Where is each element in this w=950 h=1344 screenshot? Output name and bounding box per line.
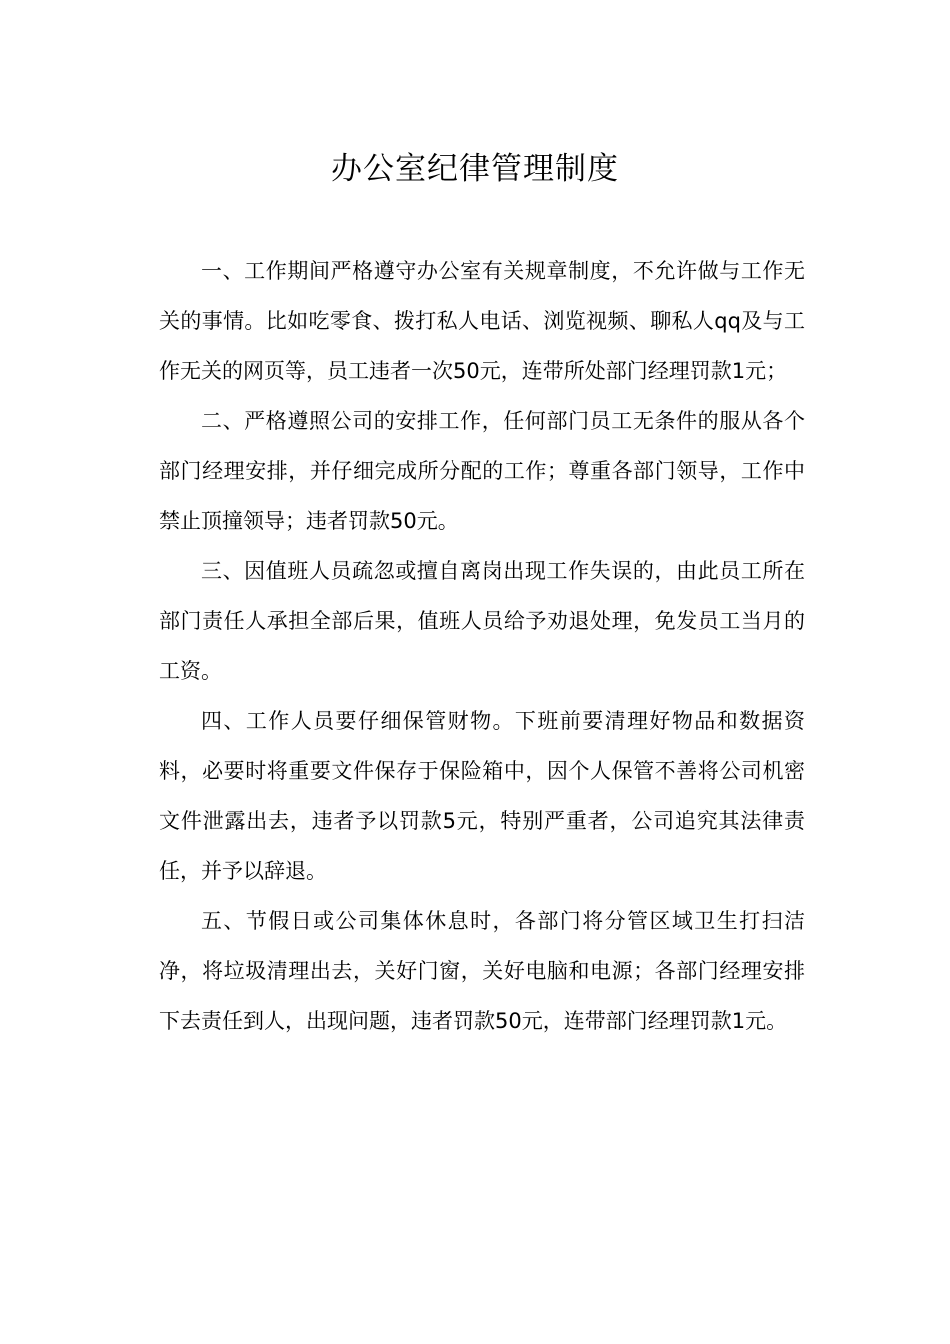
rule-paragraph-5: 五、节假日或公司集体休息时，各部门将分管区域卫生打扫洁净，将垃圾清理出去，关好门窗，关好电脑和电源；各部门经理安排下去责任到人，出现问题，违者罚款50元，连带部门经理罚款1元。 xyxy=(159,909,805,1033)
rule-paragraph-4: 四、工作人员要仔细保管财物。下班前要清理好物品和数据资料，必要时将重要文件保存于保险箱中，因个人保管不善将公司机密文件泄露出去，违者予以罚款5元，特别严重者，公司追究其法律责任，并予以辞退。 xyxy=(159,709,805,883)
rule-paragraph-3: 三、因值班人员疏忽或擅自离岗出现工作失误的，由此员工所在部门责任人承担全部后果，值班人员给予劝退处理，免发员工当月的工资。 xyxy=(159,559,805,683)
document-body xyxy=(159,246,805,1046)
document-title: 办公室纪律管理制度 xyxy=(331,151,619,187)
rule-paragraph-1: 一、工作期间严格遵守办公室有关规章制度，不允许做与工作无关的事情。比如吃零食、拨打私人电话、浏览视频、聊私人qq及与工作无关的网页等，员工违者一次50元，连带所处部门经理罚款1元； xyxy=(159,259,805,383)
rule-paragraph-2: 二、严格遵照公司的安排工作，任何部门员工无条件的服从各个部门经理安排，并仔细完成所分配的工作；尊重各部门领导，工作中禁止顶撞领导；违者罚款50元。 xyxy=(159,409,805,533)
